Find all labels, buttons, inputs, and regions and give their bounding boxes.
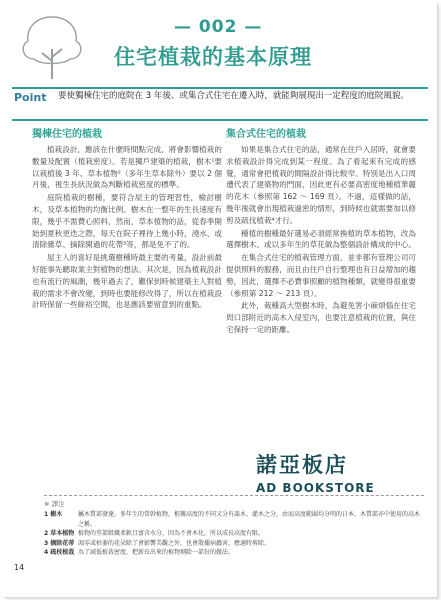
footnote-term: 2 草本植物 bbox=[44, 530, 75, 538]
footnotes bbox=[44, 495, 424, 558]
left-paragraph: 屋主人的喜好是挑選樹種時最主要的考量，設計前最好能事先聽取業主對植物的想法。其次是，因為植栽設計也有流行的風潮，幾年過去了，難保到時候建築主人對植栽的需求不會改變，到時也要能修改得了，所以在植栽設計時保留一些餘裕空間，也是應該要留意到的重點。 bbox=[32, 253, 222, 310]
left-paragraph: 植栽設計，應該在什麼時間點完成，將會影響植栽的數量及配置（植栽密度）。若是獨戶建築的植栽，樹木¹要以栽植後 3 年、草本植物²（多年生草本除外）要以 2 個月後，視生長狀況做為判斷植栽密度的標準。 bbox=[32, 145, 222, 190]
watermark-brand: AD BOOKSTORE bbox=[256, 481, 375, 495]
watermark-logo: 諾亞板店 bbox=[256, 453, 348, 477]
right-paragraph: 在集合式住宅的植栽管理方面，並非都有管理公司可提供照料的服務，而且由住戶自行整理也有日益增加的趨勢，因此，選擇不必費事照顧的植物種類，就變得很重要（參照第 212 ～ 213 頁）。 bbox=[226, 253, 416, 298]
bookstore-watermark bbox=[256, 449, 396, 499]
right-paragraph: 種植的樹種最好選易必須經常換植的草本植物，改為選擇樹木、或以多年生的草花做為整個設計構成的中心。 bbox=[226, 228, 416, 250]
right-paragraph: 此外，栽種高大型樹木時，為避免害小麻煩惱在住宅周口部附近的高木入侵室內，也要注意植栽的位置，與住宅保持一定的距離。 bbox=[226, 301, 416, 334]
footnotes-title: ※ 譯注 bbox=[44, 500, 65, 508]
book-page bbox=[4, 3, 438, 598]
footnote-definition: 屬木質部發達，多年生的常幹植物，根據高度的不同又分有喬木、灌木之分，由而高度範圍均分明的日本，木質部亦中使用的高木之稱。 bbox=[78, 511, 421, 528]
footnote-item bbox=[44, 529, 424, 539]
point-text: 要使獨棟住宅的庭院在 3 年後、或集合式住宅在遷入時，就能夠展現出一定程度的庭院風貌。 bbox=[58, 91, 409, 101]
section-number: — 002 — bbox=[174, 17, 263, 37]
left-column bbox=[32, 125, 222, 312]
point-label: Point bbox=[14, 91, 47, 104]
right-column bbox=[226, 125, 416, 337]
footnote-item bbox=[44, 510, 424, 529]
left-column-heading: 獨棟住宅的植栽 bbox=[32, 129, 102, 140]
left-paragraph: 庭院植栽的樹種，要符合屋主的管理習性，檢討樹木，及草本植物的均衡比例。樹木在一整年的生長速度有限，幾乎不需費心照料，然而，草本植物的話，從春季開始到夏秋更迭之際，每天在院子裡待上幾小時，澆水、或清除雜草、摘除開過的花帶³等，都是免不了的。 bbox=[32, 193, 222, 250]
right-column-heading: 集合式住宅的植栽 bbox=[226, 129, 306, 140]
page-number: 14 bbox=[14, 563, 25, 572]
footnote-item bbox=[44, 539, 424, 549]
tree-illustration-icon bbox=[12, 9, 92, 84]
footnote-item bbox=[44, 548, 424, 558]
footnote-term: 4 疏枝植栽 bbox=[44, 549, 75, 557]
page-title: 住宅植栽的基本原理 bbox=[114, 45, 312, 69]
footnote-definition: 植物的莖部組織柔軟且富含水分，因為不會木化，所以成長高度有限。 bbox=[78, 530, 265, 538]
right-paragraph: 如果是集合式住宅的話，通常在住戶入居時，就會要求植栽設計得完成到某一程度。為了看起來有完成的感覺，通常會把植栽的間隔設計得比較窄。特別是出入口周遭代表了建築物的門面，因此更有必要高密度地種植華麗的花木（參照第 162 ～ 169 頁）。不過，這樣做的話，幾年後就會出現植栽過密的情形，到時候也就需要加以修剪及疏伐植栽⁴才行。 bbox=[226, 145, 416, 225]
footnote-definition: 凋零或枯萎的花朵除了會影響美觀之外，也會散播病蟲害，應適時剪除。 bbox=[78, 539, 271, 547]
footnote-term: 1 樹木 bbox=[44, 511, 63, 518]
footnote-term: 3 摘除花蒂 bbox=[44, 539, 75, 547]
point-box bbox=[12, 87, 428, 121]
footnote-definition: 為了減低植栽密度，把新長出來的植物剔除一部份的做法。 bbox=[78, 549, 235, 557]
